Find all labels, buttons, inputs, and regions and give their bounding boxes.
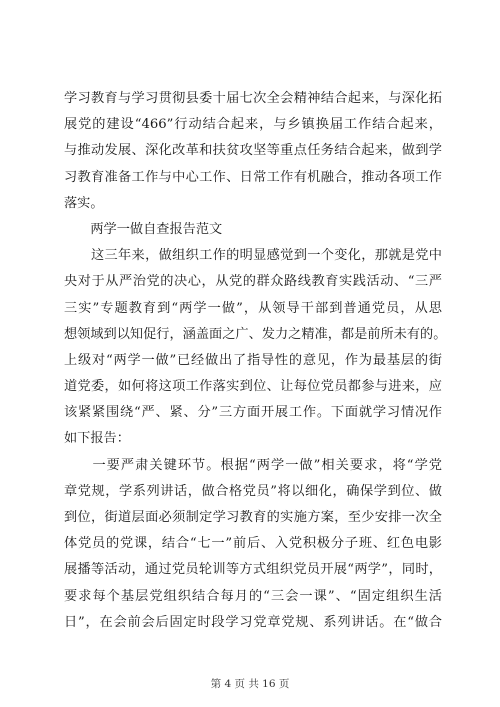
- text-line: 要求每个基层党组织结合每月的“三会一课”、“固定组织生活: [64, 588, 442, 604]
- text-line: 章党规，学系列讲话，做合格党员”将以细化，确保学到位、做: [64, 483, 442, 499]
- text-line: 如下报告：: [64, 431, 130, 447]
- text-line: 落实。: [64, 195, 104, 211]
- text-line: 学习教育与学习贯彻县委十届七次全会精神结合起来，与深化拓: [64, 91, 442, 106]
- text-line: 习教育准备工作与中心工作、日常工作有机融合，推动各项工作: [64, 169, 442, 185]
- text-line: 日”，在会前会后固定时段学习党章党规、系列讲话。在“做合: [64, 614, 442, 630]
- text-line: 两学一做自查报告范文: [64, 221, 223, 237]
- text-line: 该紧紧围绕“严、紧、分”三方面开展工作。下面就学习情况作: [64, 405, 442, 421]
- text-line: 一要严肃关键环节。根据“两学一做”相关要求，将“学党: [64, 457, 442, 473]
- text-line: 道党委，如何将这项工作落实到位、让每位党员都参与进来，应: [64, 379, 442, 395]
- text-line: 与推动发展、深化改革和扶贫攻坚等重点任务结合起来，做到学: [64, 143, 442, 159]
- text-line: 上级对“两学一做”已经做出了指导性的意见，作为最基层的街: [64, 352, 442, 368]
- page-footer: 第 4 页 共 16 页: [210, 678, 290, 690]
- text-line: 展播等活动，通过党员轮训等方式组织党员开展“两学”，同时，: [64, 562, 442, 578]
- text-line: 到位，街道层面必须制定学习教育的实施方案，至少安排一次全: [64, 510, 442, 525]
- text-line: 这三年来，做组织工作的明显感觉到一个变化，那就是党中: [64, 248, 442, 264]
- text-line: 体党员的党课，结合“七一”前后、入党积极分子班、红色电影: [64, 536, 442, 552]
- text-line: 三实”专题教育到“两学一做”，从领导干部到普通党员，从思: [64, 300, 442, 316]
- body-text: [64, 86, 447, 636]
- text-line: 想领域到以知促行，涵盖面之广、发力之精准，都是前所未有的。: [64, 326, 447, 342]
- text-line: 央对于从严治党的决心，从党的群众路线教育实践活动、“三严: [64, 274, 442, 290]
- text-line: 展党的建设“466”行动结合起来，与乡镇换届工作结合起来，: [64, 117, 442, 133]
